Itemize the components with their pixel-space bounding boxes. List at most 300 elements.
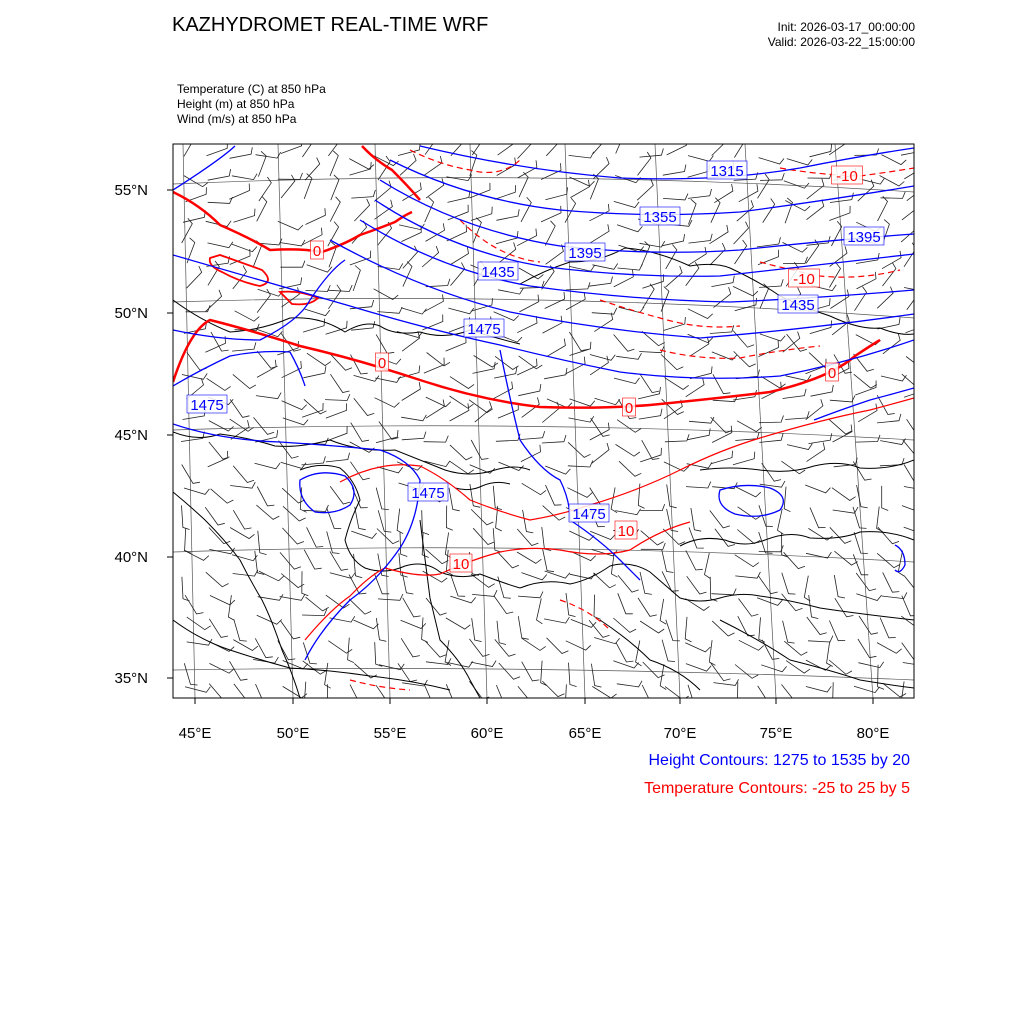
- wind-barb-icon: [351, 355, 368, 374]
- wind-barb-icon: [664, 462, 689, 471]
- wind-barb-icon: [734, 351, 756, 366]
- temperature-contour-label: -10: [793, 271, 815, 288]
- wind-barb-icon: [737, 682, 743, 707]
- wind-barb-icon: [351, 423, 369, 442]
- wind-barb-icon: [782, 594, 803, 611]
- wind-barb-icon: [807, 179, 824, 199]
- wind-barb-icon: [496, 434, 520, 442]
- wind-barb-icon: [522, 573, 547, 580]
- height-contour-label: 1435: [781, 297, 815, 314]
- wind-barb-icon: [471, 661, 496, 667]
- lon-label-65: 65°E: [568, 725, 602, 742]
- wind-barb-icon: [496, 685, 511, 705]
- wind-barb-icon: [353, 620, 378, 629]
- wind-barb-icon: [545, 221, 555, 246]
- wind-barb-icon: [858, 404, 877, 422]
- wind-barb-icon: [835, 598, 854, 617]
- wind-barb-icon: [542, 402, 559, 423]
- wind-barb-icon: [187, 266, 202, 288]
- wind-barb-icon: [283, 686, 307, 698]
- temperature-contour-label: -10: [836, 168, 858, 185]
- wind-barb-icon: [638, 152, 651, 175]
- wind-barb-icon: [787, 334, 807, 351]
- wind-barb-icon: [304, 550, 321, 569]
- wind-barb-icon: [259, 571, 284, 581]
- wind-barb-icon: [778, 509, 784, 534]
- wind-barb-icon: [497, 158, 516, 176]
- wind-barb-icon: [686, 550, 703, 570]
- wind-barb-icon: [257, 351, 277, 368]
- wind-barb-icon: [546, 133, 561, 155]
- wind-barb-icon: [450, 377, 474, 389]
- wind-barb-icon: [759, 416, 783, 423]
- wind-barb-icon: [376, 618, 386, 641]
- wind-barb-icon: [403, 598, 421, 617]
- wind-barb-icon: [450, 445, 472, 460]
- wind-barb-icon: [734, 222, 749, 244]
- wind-barb-icon: [854, 374, 877, 388]
- wind-barb-icon: [763, 199, 775, 223]
- wind-barb-icon: [595, 398, 620, 404]
- wind-barb-icon: [519, 295, 538, 312]
- wind-barb-icon: [906, 318, 927, 333]
- wind-barb-icon: [522, 483, 546, 494]
- wind-barb-icon: [209, 663, 234, 673]
- wind-barb-icon: [209, 442, 230, 459]
- wind-barb-icon: [783, 257, 808, 264]
- wind-barb-icon: [640, 241, 665, 247]
- wind-barb-icon: [833, 425, 852, 442]
- wind-barb-icon: [858, 639, 877, 658]
- wind-barb-icon: [711, 198, 720, 223]
- wind-barb-icon: [208, 261, 219, 285]
- wind-barb-icon: [685, 617, 691, 642]
- variable-height: Height (m) at 850 hPa: [177, 97, 295, 111]
- wind-barb-icon: [401, 415, 426, 421]
- wind-barb-icon: [759, 279, 783, 287]
- wind-barb-icon: [349, 159, 374, 170]
- wind-barb-icon: [305, 309, 330, 316]
- wind-barb-icon: [234, 619, 247, 641]
- wind-barb-icon: [642, 685, 659, 705]
- wind-barb-icon: [376, 430, 398, 443]
- wind-barb-icon: [688, 156, 713, 162]
- wind-barb-icon: [401, 308, 426, 314]
- wind-barb-icon: [715, 529, 735, 547]
- wind-barb-icon: [378, 594, 403, 600]
- wind-barb-icon: [181, 432, 204, 442]
- wind-barb-icon: [856, 594, 881, 601]
- wind-barb-icon: [901, 221, 918, 242]
- wind-barb-icon: [208, 169, 231, 180]
- wind-barb-icon: [281, 175, 295, 198]
- wind-barb-icon: [303, 366, 326, 378]
- wind-barb-icon: [542, 527, 551, 551]
- wind-barb-icon: [302, 571, 309, 596]
- wind-barb-icon: [834, 575, 845, 598]
- wind-barb-icon: [614, 378, 639, 384]
- wind-barb-icon: [326, 453, 350, 462]
- wind-barb-icon: [688, 199, 696, 224]
- wind-barb-icon: [281, 574, 304, 588]
- wind-barb-icon: [233, 266, 247, 289]
- init-time: Init: 2026-03-17_00:00:00: [777, 20, 915, 34]
- wind-barb-icon: [377, 307, 402, 313]
- wind-barb-icon: [880, 618, 896, 638]
- wind-barb-icon: [735, 572, 760, 578]
- wind-barb-icon: [209, 619, 228, 638]
- wind-barb-icon: [183, 210, 205, 222]
- wind-barb-icon: [326, 426, 347, 441]
- wind-barb-icon: [280, 594, 305, 600]
- wind-barb-icon: [883, 263, 896, 286]
- wind-barb-icon: [302, 133, 315, 157]
- wind-barb-icon: [327, 532, 340, 554]
- wind-barb-icon: [375, 377, 400, 383]
- wind-barb-icon: [904, 465, 922, 484]
- wind-barb-icon: [614, 335, 635, 352]
- wind-barb-icon: [569, 416, 594, 422]
- wind-barb-icon: [182, 505, 190, 529]
- wind-barb-icon: [711, 663, 731, 681]
- wind-barb-icon: [185, 595, 203, 614]
- wind-barb-icon: [402, 331, 420, 351]
- wind-barb-icon: [761, 376, 785, 388]
- wind-barb-icon: [762, 463, 781, 481]
- wind-barb-icon: [402, 432, 426, 440]
- variable-wind: Wind (m/s) at 850 hPa: [177, 112, 297, 126]
- wind-barb-icon: [782, 685, 802, 702]
- wind-barb-icon: [546, 245, 564, 265]
- wind-barb-icon: [667, 138, 687, 155]
- wind-barb-icon: [517, 552, 541, 563]
- wind-barb-icon: [662, 640, 675, 662]
- wind-barb-icon: [499, 462, 524, 470]
- valid-time: Valid: 2026-03-22_15:00:00: [767, 35, 915, 49]
- wind-barb-icon: [230, 528, 254, 539]
- lat-label-35: 35°N: [114, 670, 148, 687]
- wind-barb-icon: [450, 403, 469, 421]
- wind-barb-icon: [590, 224, 609, 243]
- wind-barb-icon: [902, 506, 927, 514]
- wind-barb-icon: [518, 592, 543, 598]
- temperature-contour-label: 0: [827, 365, 837, 382]
- wind-barb-icon: [425, 197, 434, 222]
- wind-barb-icon: [617, 420, 641, 433]
- lat-label-45: 45°N: [114, 427, 148, 444]
- wind-barb-icon: [497, 621, 506, 645]
- wind-barb-icon: [712, 482, 737, 488]
- wind-barb-icon: [545, 571, 570, 578]
- wind-barb-icon: [571, 619, 596, 627]
- wind-barb-icon: [355, 507, 366, 530]
- wind-barb-icon: [450, 596, 475, 603]
- wind-barb-icon: [377, 467, 402, 473]
- wind-barb-icon: [663, 165, 686, 176]
- wind-barb-icon: [547, 339, 566, 357]
- wind-barb-icon: [258, 531, 267, 555]
- wind-barb-icon: [328, 285, 341, 309]
- wind-barb-icon: [615, 509, 640, 515]
- wind-barb-icon: [618, 575, 639, 592]
- wind-barb-icon: [590, 488, 609, 507]
- wind-barb-icon: [614, 201, 639, 207]
- wind-barb-icon: [330, 551, 348, 570]
- wind-barb-icon: [711, 451, 733, 464]
- wind-barb-icon: [569, 531, 594, 540]
- wind-barb-icon: [518, 616, 528, 639]
- wind-barb-icon: [471, 207, 492, 221]
- wind-barb-icon: [660, 599, 666, 624]
- wind-barb-icon: [854, 354, 874, 371]
- lon-label-45: 45°E: [178, 725, 212, 742]
- wind-barb-icon: [205, 507, 225, 525]
- wind-barb-icon: [759, 545, 784, 552]
- lon-label-55: 55°E: [373, 725, 407, 742]
- wind-barb-icon: [853, 507, 867, 529]
- lat-label-50: 50°N: [114, 305, 148, 322]
- wind-barb-icon: [280, 552, 301, 569]
- wind-barb-icon: [446, 684, 462, 704]
- wind-barb-icon: [733, 452, 755, 465]
- wind-barb-icon: [636, 641, 642, 666]
- wind-barb-icon: [472, 590, 497, 596]
- wind-barb-icon: [256, 505, 279, 519]
- wind-barb-icon: [570, 399, 595, 406]
- map-title: KAZHYDROMET REAL-TIME WRF: [172, 14, 489, 36]
- wind-barb-icon: [281, 462, 306, 468]
- wind-barb-icon: [689, 234, 713, 243]
- wind-barb-icon: [713, 374, 731, 393]
- wind-barb-icon: [901, 616, 925, 629]
- wind-barb-icon: [354, 398, 374, 415]
- wind-barb-icon: [566, 641, 591, 650]
- wind-barb-icon: [902, 596, 918, 616]
- wind-barb-icon: [737, 530, 760, 544]
- wind-barb-icon: [427, 353, 450, 366]
- wind-barb-icon: [760, 173, 784, 180]
- wind-barb-icon: [398, 143, 420, 156]
- wind-barb-icon: [738, 616, 755, 636]
- wind-barb-icon: [544, 617, 569, 623]
- wind-barb-icon: [878, 196, 888, 221]
- wind-barb-icon: [182, 465, 200, 484]
- wind-barb-icon: [688, 685, 702, 706]
- wind-barb-icon: [733, 286, 758, 296]
- wind-barb-icon: [470, 183, 491, 198]
- wind-barb-icon: [565, 684, 571, 709]
- wind-barb-icon: [374, 289, 399, 300]
- wind-barb-icon: [472, 618, 482, 641]
- wind-barb-icon: [569, 152, 594, 158]
- wind-barb-icon: [735, 555, 759, 567]
- wind-barb-icon: [665, 378, 689, 390]
- wind-barb-icon: [544, 368, 567, 379]
- lon-label-50: 50°E: [276, 725, 310, 742]
- wind-barb-icon: [517, 229, 537, 246]
- wind-barb-icon: [907, 181, 925, 201]
- wind-barb-icon: [471, 509, 493, 525]
- temperature-contour-label: 10: [452, 556, 470, 573]
- wind-barb-icon: [710, 511, 730, 528]
- wind-barb-icon: [782, 573, 796, 594]
- wind-barb-icon: [353, 266, 360, 291]
- wind-barb-icon: [473, 528, 494, 544]
- wind-barb-icon: [450, 396, 474, 408]
- wind-barb-icon: [307, 353, 331, 365]
- wind-barb-icon: [233, 374, 256, 388]
- wind-barb-icon: [829, 420, 852, 435]
- wind-barb-icon: [184, 488, 209, 494]
- wind-barb-icon: [568, 461, 593, 467]
- wind-barb-icon: [736, 487, 761, 497]
- wind-barb-icon: [830, 396, 855, 402]
- wind-barb-icon: [660, 664, 666, 689]
- wind-barb-icon: [758, 174, 770, 198]
- wind-barb-icon: [877, 643, 902, 654]
- wind-barb-icon: [185, 528, 191, 553]
- wind-barb-icon: [567, 488, 592, 498]
- wind-barb-icon: [855, 381, 876, 396]
- wind-barb-icon: [662, 550, 674, 573]
- wind-barb-icon: [569, 663, 577, 687]
- wind-barb-icon: [233, 510, 251, 529]
- wind-barb-icon: [737, 421, 762, 432]
- wind-barb-icon: [739, 599, 759, 617]
- wind-barb-icon: [805, 485, 830, 493]
- wind-barb-icon: [493, 528, 501, 552]
- wind-barb-icon: [735, 240, 747, 264]
- wind-barb-icon: [498, 577, 511, 599]
- wind-barb-icon: [877, 287, 893, 309]
- temperature-contour-legend: Temperature Contours: -25 to 25 by 5: [644, 780, 910, 797]
- wind-barb-icon: [593, 573, 615, 588]
- wind-barb-icon: [547, 638, 569, 654]
- wind-barb-icon: [688, 164, 710, 177]
- wind-barb-icon: [232, 555, 257, 561]
- wind-barb-icon: [424, 156, 442, 175]
- wind-barb-icon: [425, 131, 438, 155]
- wind-barb-icon: [566, 357, 586, 374]
- wind-barb-icon: [903, 660, 928, 666]
- wind-barb-icon: [207, 378, 231, 390]
- wind-barb-icon: [254, 417, 275, 434]
- wind-barb-icon: [833, 682, 840, 707]
- wind-barb-icon: [521, 197, 531, 222]
- wind-barb-icon: [714, 287, 731, 308]
- wind-barb-icon: [831, 221, 841, 246]
- wind-barb-icon: [304, 682, 310, 707]
- wind-barb-icon: [785, 198, 792, 223]
- wind-barb-icon: [278, 221, 303, 230]
- wind-barb-icon: [472, 131, 484, 155]
- wind-barb-icon: [806, 399, 823, 420]
- wind-barb-icon: [883, 334, 900, 354]
- wind-barb-icon: [234, 209, 256, 223]
- wind-barb-icon: [426, 223, 445, 241]
- wind-barb-icon: [451, 263, 465, 286]
- wind-barb-icon: [425, 686, 441, 706]
- wind-barb-icon: [424, 294, 443, 311]
- wind-barb-icon: [878, 665, 885, 690]
- height-contours: [173, 146, 914, 660]
- wind-barb-icon: [686, 664, 711, 672]
- wind-barb-icon: [451, 575, 465, 596]
- wind-barb-icon: [877, 507, 883, 532]
- wind-barb-icon: [640, 572, 652, 595]
- wind-barb-icon: [184, 663, 197, 685]
- wind-barb-icon: [709, 640, 715, 665]
- wind-barb-icon: [330, 151, 338, 176]
- wind-barb-icon: [877, 318, 900, 330]
- height-contour-label: 1475: [411, 485, 445, 502]
- wind-barb-icon: [349, 599, 371, 614]
- wind-barb-icon: [445, 640, 451, 665]
- wind-barb-icon: [447, 225, 467, 241]
- wind-barb-icon: [497, 552, 519, 568]
- height-contour-label: 1395: [847, 229, 881, 246]
- wind-barb-icon: [208, 197, 233, 203]
- wind-barb-icon: [235, 311, 260, 321]
- wind-barb-icon: [469, 639, 489, 657]
- wind-barb-icon: [234, 684, 254, 701]
- wind-barb-icon: [856, 435, 880, 442]
- wind-barb-icon: [807, 442, 825, 461]
- wind-barb-icon: [642, 274, 663, 288]
- wind-barb-icon: [450, 247, 469, 265]
- wind-barb-icon: [613, 618, 636, 632]
- wind-barb-icon: [448, 205, 468, 220]
- wind-barb-icon: [517, 359, 537, 375]
- wind-barb-icon: [330, 573, 355, 579]
- wind-barb-icon: [666, 620, 680, 641]
- wind-barb-icon: [878, 527, 899, 544]
- wind-barb-icon: [446, 336, 466, 351]
- wind-barb-icon: [518, 686, 539, 703]
- wind-barb-icon: [401, 638, 420, 657]
- wind-barb-icon: [519, 172, 528, 197]
- wind-barb-icon: [354, 199, 369, 221]
- wind-barb-icon: [854, 532, 868, 553]
- wind-barb-icon: [471, 440, 488, 459]
- wind-barb-icon: [448, 191, 470, 203]
- wind-barb-icon: [230, 147, 253, 158]
- wind-barb-icon: [402, 571, 413, 594]
- wind-barb-icon: [641, 241, 650, 266]
- wind-barb-icon: [330, 486, 350, 504]
- wind-barb-icon: [498, 136, 516, 156]
- wind-barb-icon: [182, 577, 190, 601]
- wind-barb-icon: [566, 282, 590, 290]
- height-contour-label: 1315: [710, 163, 744, 180]
- wind-barb-icon: [829, 263, 840, 288]
- wind-barb-icon: [855, 287, 867, 311]
- wind-barb-icon: [326, 403, 347, 418]
- wind-barb-icon: [705, 553, 711, 578]
- wind-barb-icon: [570, 573, 595, 579]
- wind-barb-icon: [688, 309, 713, 319]
- wind-barb-icon: [880, 176, 905, 187]
- wind-barb-icon: [211, 489, 234, 503]
- wind-barb-icon: [495, 639, 516, 656]
- coastlines-borders: [173, 248, 914, 698]
- wind-barb-icon: [230, 399, 249, 417]
- wind-barb-icon: [640, 149, 664, 158]
- wind-barb-icon: [639, 409, 662, 419]
- wind-barb-icon: [498, 403, 518, 418]
- wind-barb-icon: [278, 173, 303, 180]
- wind-barb-icon: [426, 549, 449, 564]
